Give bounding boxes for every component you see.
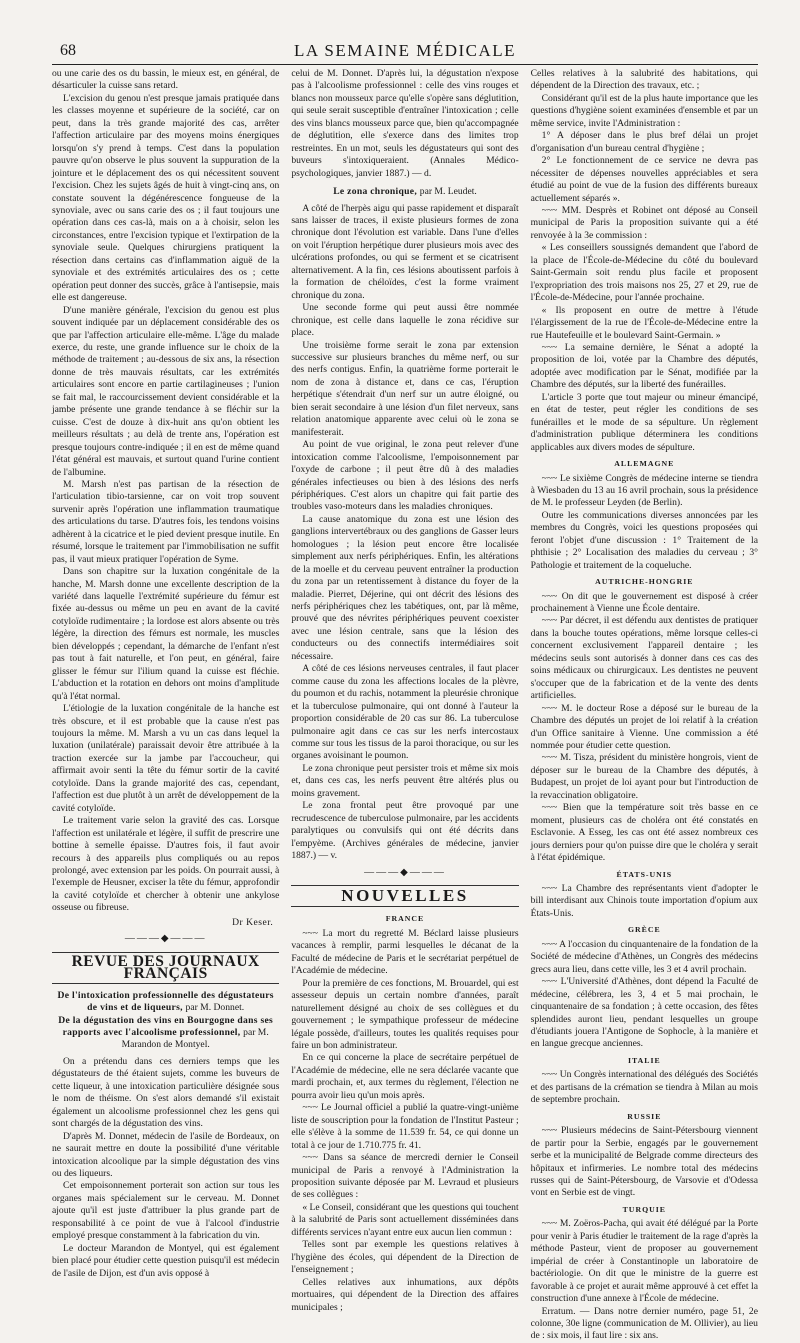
news-text: Par décret, il est défendu aux dentistes de pratiquer dans la bouche toutes opérations, même lorsque celles-ci concernent exclusivement l'appareil dentaire ; les médecins seuls sont autorisés à donner dans ces cas des soins médicaux ou chirurgicaux. Les dentistes ne peuvent s'occuper que de la fabrication et de la vente des dents artificielles. (530, 615, 758, 702)
paragraph: En ce qui concerne la place de secrétaire perpétuel de l'Académie de médecine, elle ne sera déclarée vacante que mardi prochain, et, aux termes du règlement, l'élection ne pourra avoir lieu qu'un mois après. (291, 1052, 519, 1101)
news-text: La semaine dernière, le Sénat a adopté la proposition de loi, votée par la Chambre des députés, adoptée avec modification par le Sénat, modifiée par la Chambre des députés, sur la liberté des funérailles. (530, 341, 758, 391)
news-item (531, 1218, 758, 1305)
news-text: A l'occasion du cinquantenaire de la fondation de la Société de médecine d'Athènes, un Congrès des médecins grecs aura lieu, dans cette ville, les 3 et 4 avril prochain. (530, 938, 758, 975)
journal-title: LA SEMAINE MÉDICALE (293, 41, 517, 60)
news-item (531, 1069, 758, 1106)
news-item (291, 928, 518, 978)
article-heading (52, 990, 279, 1052)
article-author: par M. Donnet. (185, 1002, 245, 1014)
bullet-dash-icon: ~~~ (302, 1152, 318, 1164)
erratum-note: Erratum. — Dans notre dernier numéro, page 51, 2e colonne, 30e ligne (communication de M. Ollivier), au lieu de : six mois, il faut lire : six ans. (530, 1305, 758, 1342)
news-text: Bien que la température soit très basse en ce moment, plusieurs cas de choléra ont été constatés en Esclavonie. A Esseg, les cas ont été assez nombreux ces jours derniers pour qu'on puisse dire que le choléra y serait à l'état épidémique. (530, 802, 758, 864)
paragraph: Considérant qu'il est de la plus haute importance que les questions d'hygiène soient examinées d'ensemble et par un même service, invite l'Administration : (530, 92, 758, 129)
paragraph: Une troisième forme serait le zona par extension successive sur plusieurs branches du même nerf, ou sur des nerfs contigus. Enfin, la quatrième forme porterait le nom de zona à distance et, dans ce cas, l'éruption herpétique s'étendrait d'un nerf sur un autre éloigné, ou bien serait secondaire à une lésion d'un filet nerveux, sans relation anatomique apparente avec celui où le zona se manifesterait. (291, 339, 519, 438)
paragraph: On a prétendu dans ces derniers temps que les dégustateurs de thé étaient sujets, comme les buveurs de cette liqueur, à une intoxication particulière désignée sous le nom de théisme. On s'est alors demandé s'il existait également un alcoolisme professionnel chez les gens qui sont chargés de la dégustation des vins. (52, 1055, 280, 1130)
paragraph: A côté de l'herpès aigu qui passe rapidement et disparaît sans laisser de traces, il existe plusieurs formes de zona chronique dont l'évolution est variable. Dans l'une d'elles on voit l'éruption herpétique durer plusieurs mois avec des ulcérations profondes, ou qui se ferment et se cicatrisent alternativement. A la fin, ces lésions aboutissent parfois à la formation de chéloïdes, c'est la forme vraiment chronique du zona. (291, 202, 519, 301)
news-text: La Chambre des représentants vient d'adopter le bill interdisant aux Chinois toute importation d'opium aux États-Unis. (530, 883, 758, 919)
paragraph: Le traitement varie selon la gravité des cas. Lorsque l'affection est unilatérale et légère, il suffit de prescrire une bottine à semelle épaisse. D'autres fois, il faut avoir recours à des appareils plus compliqués ou au repos prolongé, avec extension par les poids. On pourrait aussi, à l'exemple de Heusner, exciser la tête du fémur, approfondir la cavité cotyloïde et chercher à obtenir une ankylose osseuse ou fibreuse. (52, 815, 280, 914)
bullet-dash-icon: ~~~ (541, 1069, 558, 1081)
country-heading-grece: GRÈCE (627, 925, 661, 935)
paragraph: Au point de vue original, le zona peut relever d'une intoxication comme l'alcoolisme, l'empoisonnement par l'oxyde de carbone ; il peut être dû à des maladies générales infectieuses ou bien à des lésions des nerfs périphériques. C'est alors un chapitre qui fait partie des troubles vaso-moteurs dans les maladies chroniques. (291, 439, 519, 513)
paragraph: Le zona frontal peut être provoqué par une recrudescence de tuberculose pulmonaire, par les accidents paralytiques ou convulsifs qui ont été décrits dans l'empyème. (Archives générales de médecine, janvier 1887.) — v. (291, 800, 519, 862)
article-author: par M. Leudet. (419, 186, 477, 198)
paragraph: L'étiologie de la luxation congénitale de la hanche est très obscure, et il est probable que la cause n'est pas toujours la même. M. Marsh a vu un cas dans lequel la luxation (unilatérale) paraissait devoir être attribuée à la traction exercée sur la jambe par l'accoucheur, qui affirmait avoir senti la tête du fémur sortir de la cavité cotyloïde. Dans la grande majorité des cas, cependant, l'affection est due plutôt à un arrêt de développement de la cavité cotyloïde. (52, 703, 280, 814)
bullet-dash-icon: ~~~ (541, 1218, 558, 1230)
bullet-dash-icon: ~~~ (541, 341, 558, 353)
page-header (52, 38, 758, 65)
country-heading-allemagne: ALLEMAGNE (614, 459, 675, 469)
bullet-dash-icon: ~~~ (541, 615, 558, 627)
news-text: MM. Desprès et Robinet ont déposé au Conseil municipal de Paris la proposition suivante qui a été renvoyée à la 3e commission : (530, 204, 758, 241)
paragraph: D'une manière générale, l'excision du genou est plus souvent indiquée par un déplacement considérable des os que par l'affection articulaire elle-même. L'âge du malade exerce, du reste, une grande influence sur le choix de la méthode de traitement ; au-dessous de six ans, la résection donne de très mauvais résultats, car les extrémités articulaires sont encore en partie cartilagineuses ; l'union se fait mal, le raccourcissement devient considérable et la jambe présente une grande tendance à se fléchir sur la cuisse. C'est de douze à dix-huit ans qu'on obtient les meilleurs résultats ; au delà de trente ans, l'opération est presque toujours contre-indiquée ; il en est de même quand l'état général est mauvais, et surtout quand l'urine contient de l'albumine. (52, 304, 280, 478)
paragraph: A côté de ces lésions nerveuses centrales, il faut placer comme cause du zona les affections locales de la plèvre, du poumon et du rachis, notamment la pleurésie chronique et la tuberculose pulmonaire, qui ont donné à l'auteur la proportion considérable de 20 cas sur 86. La tuberculose pulmonaire agit dans ce cas sur les nerfs intercostaux comme sur tous les tissus de la paroi thoracique, ou sur les organes avoisinant le poumon. (291, 663, 519, 762)
column-3 (530, 68, 758, 1342)
paragraph: L'excision du genou n'est presque jamais pratiquée dans les classes moyenne et supérieure de la société, car on peut, dans la très grande majorité des cas, arrêter l'affection articulaire par des moyens moins énergiques lorsqu'on s'y prend à temps. C'est dans la population pauvre qu'on observe le plus souvent la suppuration de la jointure et le déplacement des os qui nécessitent souvent l'excision. Chez les sujets âgés de huit à vingt-cinq ans, on constate souvent la dégénérescence fongueuse de la synoviale, avec ou sans carie des os ; il faut toujours une opération dans ces cas-là, mais on a à choisir, selon les circonstances, entre l'excision typique et l'extirpation de la synoviale seule. Quelques chirurgiens pratiquent la résection dans certains cas d'inflammation aiguë de la synoviale et des extrémités articulaires des os ; cette opération peut donner des succès, grâce à l'antisepsie, mais elle est dangereuse. (52, 92, 280, 304)
bullet-dash-icon: ~~~ (302, 1102, 318, 1114)
paragraph: 1° A déposer dans le plus bref délai un projet d'organisation d'un bureau central d'hygiène ; (530, 130, 758, 154)
bullet-dash-icon: ~~~ (541, 472, 558, 484)
news-item (531, 342, 758, 392)
paragraph: Pour la première de ces fonctions, M. Brouardel, qui est assesseur depuis un certain nombre d'années, paraît naturellement désigné au choix de ses collègues et du gouvernement ; le sympathique professeur de médecine légale possède, d'ailleurs, toutes les qualités requises pour faire un bon administrateur. (291, 977, 519, 1051)
news-item (531, 703, 758, 753)
paragraph: M. Marsh n'est pas partisan de la résection de l'articulation tibio-tarsienne, car on voit trop souvent survenir après l'opération une inflammation traumatique des articulations du tarse. D'autres fois, les tendons voisins adhèrent à la cicatrice et le pied devient presque inutile. En résumé, lorsque le traitement par l'immobilisation ne suffit pas, il vaut mieux pratiquer l'opération de Syme. (52, 478, 280, 565)
news-text: L'Université d'Athènes, dont dépend la Faculté de médecine, célébrera, les 3, 4 et 5 mai prochain, le cinquantenaire de sa fondation ; à cette occasion, des fêtes splendides auront lieu, pendant lesquelles un groupe d'étudiants jouera l'Antigone de Sophocle, à la manière et en langue grecque anciennes. (530, 976, 758, 1050)
news-text: M. Zoëros-Pacha, qui avait été délégué par la Porte pour venir à Paris étudier le traitement de la rage d'après la méthode Pasteur, vient de proposer au gouvernement impérial de créer à Constantinople un laboratoire de bactériologie. On dit que le ministre de la guerre est favorable à ce projet et aurait même approuvé à cet effet la construction d'une annexe à l'École de médecine. (530, 1218, 758, 1305)
news-text: Le Journal officiel a publié la quatre-vingt-unième liste de souscription pour la fondation de l'Institut Pasteur ; elle s'élève à la somme de 11.539 fr. 54, ce qui donne un total à ce jour de 1.710.775 fr. 41. (291, 1102, 519, 1151)
bullet-dash-icon: ~~~ (541, 938, 558, 950)
column-1 (52, 68, 280, 1279)
bullet-dash-icon: ~~~ (541, 976, 558, 988)
news-item (531, 473, 758, 510)
paragraph: Celles relatives aux inhumations, aux dépôts mortuaires, qui dépendent de la Direction des affaires municipales ; (291, 1276, 519, 1313)
article-title: De la dégustation des vins en Bourgogne dans ses rapports avec l'alcoolisme professionnel, (58, 1014, 274, 1038)
news-item (531, 883, 758, 920)
country-heading-turquie: TURQUIE (622, 1204, 667, 1214)
country-heading-etats-unis: ÉTATS-UNIS (616, 869, 673, 879)
news-item (531, 1125, 758, 1200)
paragraph: Outre les communications diverses annoncées par les membres du Congrès, voici les questions proposées qui feront l'objet d'une discussion : 1° Traitement de la phthisie ; 2° Localisation des maladies du cerveau ; 3° Pathologie et traitement de la coqueluche. (530, 509, 758, 571)
page-number: 68 (60, 42, 76, 59)
bullet-dash-icon: ~~~ (541, 1125, 558, 1137)
article-heading (291, 186, 518, 198)
paragraph: Celles relatives à la salubrité des habitations, qui dépendent de la Direction des travaux, etc. ; (530, 68, 758, 92)
section-title-revue: REVUE DES JOURNAUX FRANÇAIS (52, 952, 279, 984)
news-item (291, 1102, 518, 1152)
news-text: Un Congrès international des délégués des Sociétés et des partisans de la crémation se tiendra à Milan au mois de septembre prochain. (530, 1069, 758, 1106)
country-heading-autriche: AUTRICHE-HONGRIE (595, 577, 694, 587)
news-item (531, 205, 758, 242)
news-text: Le sixième Congrès de médecine interne se tiendra à Wiesbaden du 13 au 16 avril prochain, sous la présidence de M. le professeur Leyden (de Berlin). (530, 472, 758, 509)
bullet-dash-icon: ~~~ (541, 204, 558, 216)
news-item (531, 802, 758, 864)
paragraph: celui de M. Donnet. D'après lui, la dégustation n'expose pas à l'alcoolisme professionnel : celle des vins rouges et blancs non mousseux parce qu'elle s'opère sans déglutition, qui seule serait susceptible d'entraîner l'intoxication ; celle des vins blancs mousseux parce que, bien qu'accompagnée de déglutition, elle s'exerce dans des limites trop restreintes. En un mot, seuls les dégustateurs qui sont des buveurs s'intoxiqueraient. (Annales Médico-psychologiques, janvier 1887.) — d. (291, 68, 519, 179)
bullet-dash-icon: ~~~ (541, 590, 558, 602)
news-item (531, 976, 758, 1051)
article-title: De l'intoxication professionnelle des dégustateurs de vins et de liqueurs, (57, 989, 274, 1014)
news-item (531, 752, 758, 802)
news-item (531, 615, 758, 702)
news-text: On dit que le gouvernement est disposé à créer prochainement à Vienne une École dentaire. (530, 590, 758, 615)
paragraph: ou une carie des os du bassin, le mieux est, en général, de désarticuler la cuisse sans retard. (52, 68, 280, 92)
paragraph: « Le Conseil, considérant que les questions qui touchent à la salubrité de Paris sont actuellement disséminées dans différents services n'ayant entre eux aucun lien commun : (291, 1201, 519, 1238)
paragraph: Cet empoisonnement porterait son action sur tous les organes mais spécialement sur le cerveau. M. Donnet ajoute qu'il est juste d'attribuer la plus grande part de responsabilité à ce point de vue à l'alcool d'industrie employé presque constamment à la fabrication du vin. (52, 1180, 280, 1242)
news-text: Plusieurs médecins de Saint-Pétersbourg viennent de partir pour la Serbie, engagés par le gouvernement serbe et la municipalité de Belgrade comme directeurs des hôpitaux et infirmeries. Le nombre total des médecins russes qui de Saint-Pétersbourg, de Varsovie et d'Odessa vont en Serbie est de vingt. (530, 1125, 758, 1199)
paragraph: L'article 3 porte que tout majeur ou mineur émancipé, en état de tester, peut régler les conditions de ses funérailles et le mode de sa sépulture. Un règlement d'administration publique déterminera les conditions applicables aux divers modes de sépulture. (530, 391, 758, 453)
paragraph: Telles sont par exemple les questions relatives à l'hygiène des écoles, qui dépendent de la Direction de l'enseignement ; (291, 1239, 519, 1276)
bullet-dash-icon: ~~~ (541, 802, 558, 814)
paragraph: La cause anatomique du zona est une lésion des ganglions intervertébraux ou des ganglions de Gasser leurs homologues ; la lésion peut encore être localisée simplement aux nerfs périphériques. Enfin, les altérations de la moelle et du cerveau peuvent entraîner la production du zona par un retentissement à distance du foyer de la maladie. Pierret, Déjerine, qui ont décrit des lésions des nerfs périphériques chez les tabétiques, ont, par là même, prouvé que des névrites périphériques peuvent coexister avec une lésion centrale, sans que la lésion des conducteurs ou des connectifs intermédiaires soit nécessaire. (291, 513, 519, 662)
section-ornament: ———◆——— (124, 933, 207, 945)
column-2 (291, 68, 519, 1313)
article-author: par M. Marandon de Montyel. (121, 1026, 269, 1051)
country-heading-france: FRANCE (385, 914, 425, 924)
news-item (531, 591, 758, 616)
section-title-nouvelles: NOUVELLES (291, 885, 518, 907)
paragraph: Une seconde forme qui peut aussi être nommée chronique, est celle dans laquelle le zona récidive sur place. (291, 302, 519, 339)
bullet-dash-icon: ~~~ (302, 927, 318, 939)
news-item (531, 939, 758, 976)
author-signature: Dr Keser. (232, 916, 274, 928)
paragraph: « Ils proposent en outre de mettre à l'étude l'élargissement de la rue de l'École-de-Médecine entre la rue Hautefeuille et le boulevard Saint-Germain. » (530, 304, 758, 341)
paragraph: Dans son chapitre sur la luxation congénitale de la hanche, M. Marsh donne une excellente description de la variété dans laquelle l'extrémité supérieure du fémur est fixée au-dessus ou même un peu en avant de la cavité cotyloïde rudimentaire ; la lordose est alors absente ou très légère, la direction des fémurs est normale, les muscles bien développés ; cependant, la démarche de l'enfant n'est pas tout à fait naturelle, et l'on peut, en général, faire glisser le fémur sur l'ilium quand la cuisse est fléchie. L'abduction et la rotation en dehors ont moins d'amplitude qu'à l'état normal. (52, 566, 280, 702)
bullet-dash-icon: ~~~ (541, 752, 558, 764)
section-ornament: ———◆——— (364, 866, 446, 878)
article-title: Le zona chronique, (333, 186, 418, 198)
country-heading-italie: ITALIE (627, 1055, 661, 1065)
news-text: M. Tisza, président du ministère hongrois, vient de déposer sur le bureau de la Chambre des députés, à Budapest, un projet de loi ayant pour but l'introduction de la revaccination obligatoire. (530, 752, 758, 801)
paragraph: D'après M. Donnet, médecin de l'asile de Bordeaux, on ne saurait mettre en doute la possibilité d'une véritable intoxication alcoolique par la simple dégustation des vins ou des liqueurs. (52, 1130, 280, 1179)
news-text: M. le docteur Rose a déposé sur le bureau de la Chambre des députés un projet de loi relatif à la création d'un Office sanitaire à Vienne. Une commission a été nommée pour étudier cette question. (530, 702, 758, 752)
country-heading-russie: RUSSIE (627, 1111, 662, 1121)
paragraph: Le docteur Marandon de Montyel, qui est également bien placé pour étudier cette question puisqu'il est médecin de l'asile de Dijon, est d'un avis opposé à (52, 1242, 280, 1279)
paragraph: « Les conseillers soussignés demandent que l'abord de la place de l'École-de-Médecine du côté du boulevard Saint-Germain soit rendu plus facile et proposent l'expropriation des trois maisons nos 25, 27 et 29, rue de l'École-de-Médecine, pour l'année prochaine. (530, 242, 758, 304)
news-text: Dans sa séance de mercredi dernier le Conseil municipal de Paris a renvoyé à l'Administration la proposition suivante déposée par M. Levraud et plusieurs de ses collègues : (291, 1152, 519, 1201)
columns (52, 68, 758, 1342)
bullet-dash-icon: ~~~ (541, 702, 558, 714)
paragraph: Le zona chronique peut persister trois et même six mois et, dans ces cas, les nerfs peuvent être altérés plus ou moins gravement. (291, 762, 519, 799)
paragraph: 2° Le fonctionnement de ce service ne devra pas nécessiter de dépenses nouvelles appréciables et sera étudié au point de vue de la fusion des différents bureaux actuellement séparés ». (530, 155, 758, 204)
bullet-dash-icon: ~~~ (541, 883, 558, 894)
news-item (291, 1152, 518, 1202)
news-text: La mort du regretté M. Béclard laisse plusieurs vacances à remplir, parmi lesquelles le décanat de la Faculté de médecine de Paris et le secrétariat perpétuel de l'Académie de médecine. (291, 927, 519, 977)
